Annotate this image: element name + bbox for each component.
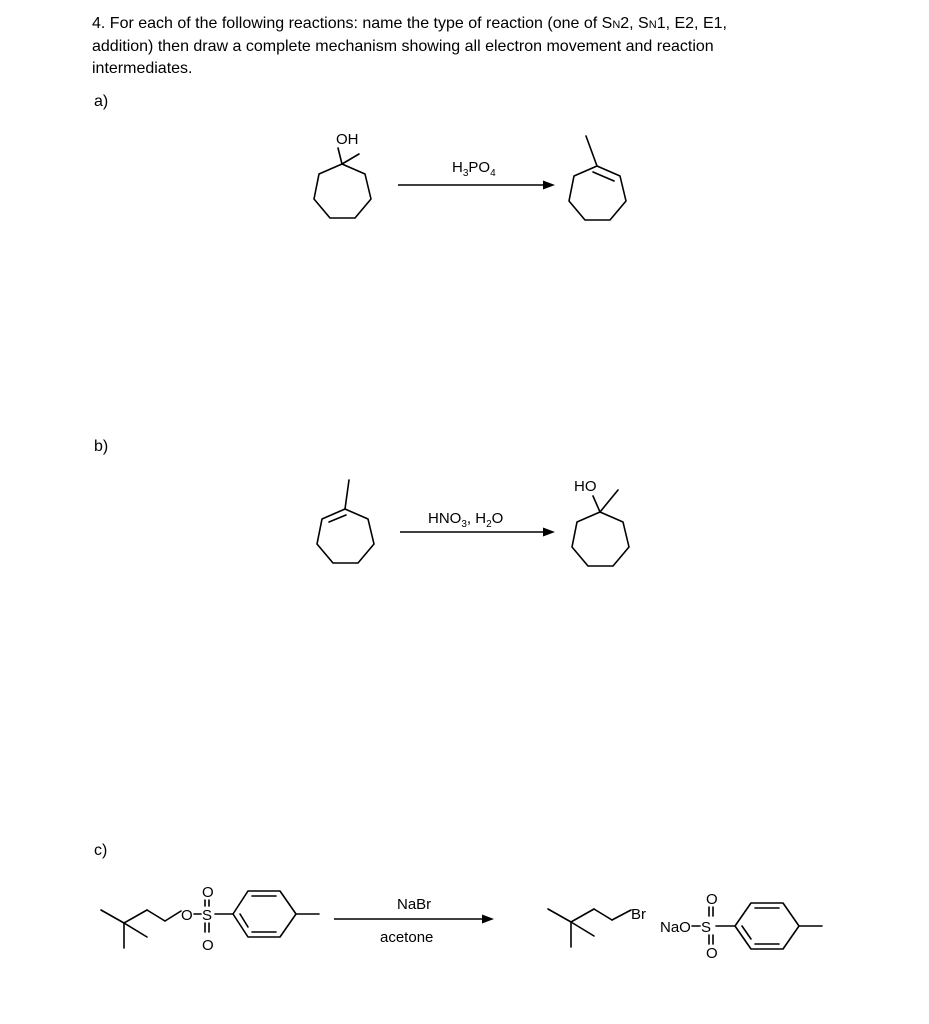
reagent-nabr: NaBr bbox=[397, 896, 432, 913]
part-a-arrow bbox=[398, 159, 555, 190]
sn-subscript-2: N bbox=[648, 19, 657, 31]
sn2-text: 2, S bbox=[620, 15, 649, 32]
part-b-label: b) bbox=[94, 438, 109, 455]
part-c-product-sulfonate bbox=[660, 891, 822, 962]
part-b-reactant bbox=[317, 480, 374, 563]
reagent-hno3-h2o: $HNO_3$, $H_2O$ bbox=[428, 510, 504, 530]
question-number: 4. bbox=[92, 15, 106, 32]
part-c-product-alkyl-bromide bbox=[548, 906, 646, 947]
product-sulfur-label: S bbox=[701, 919, 712, 936]
part-b-arrow bbox=[400, 510, 555, 537]
question-line3: intermediates. bbox=[92, 60, 193, 77]
ester-oxygen-label: O bbox=[181, 907, 193, 924]
sn-subscript: N bbox=[612, 19, 621, 31]
sulfonyl-oxygen-top: O bbox=[202, 884, 214, 901]
part-b-product bbox=[572, 478, 629, 566]
reagent-h3po4: $H_3PO_4$ bbox=[452, 159, 496, 179]
part-a-reactant bbox=[314, 131, 371, 218]
sulfur-label: S bbox=[202, 907, 213, 924]
sulfonyl-oxygen-bottom: O bbox=[202, 937, 214, 954]
question-line2: addition) then draw a complete mechanism showing all electron movement and reaction bbox=[92, 38, 714, 55]
hydroxyl-label: OH bbox=[336, 131, 359, 148]
bromine-label: Br bbox=[631, 906, 646, 923]
sn1-text: 1, E2, E1, bbox=[656, 15, 727, 32]
product-hydroxyl-label: HO bbox=[574, 478, 597, 495]
sodium-oxide-label: NaO bbox=[660, 919, 691, 936]
part-c-arrow bbox=[334, 896, 494, 946]
product-oxygen-top: O bbox=[706, 891, 718, 908]
part-c-reactant bbox=[101, 884, 319, 954]
product-oxygen-bottom: O bbox=[706, 945, 718, 962]
question-line1: For each of the following reactions: name the type of reaction (one of S bbox=[109, 15, 613, 32]
part-a-product bbox=[569, 136, 626, 220]
part-c-label: c) bbox=[94, 842, 108, 859]
solvent-acetone: acetone bbox=[380, 929, 434, 946]
part-a-label: a) bbox=[94, 93, 109, 110]
